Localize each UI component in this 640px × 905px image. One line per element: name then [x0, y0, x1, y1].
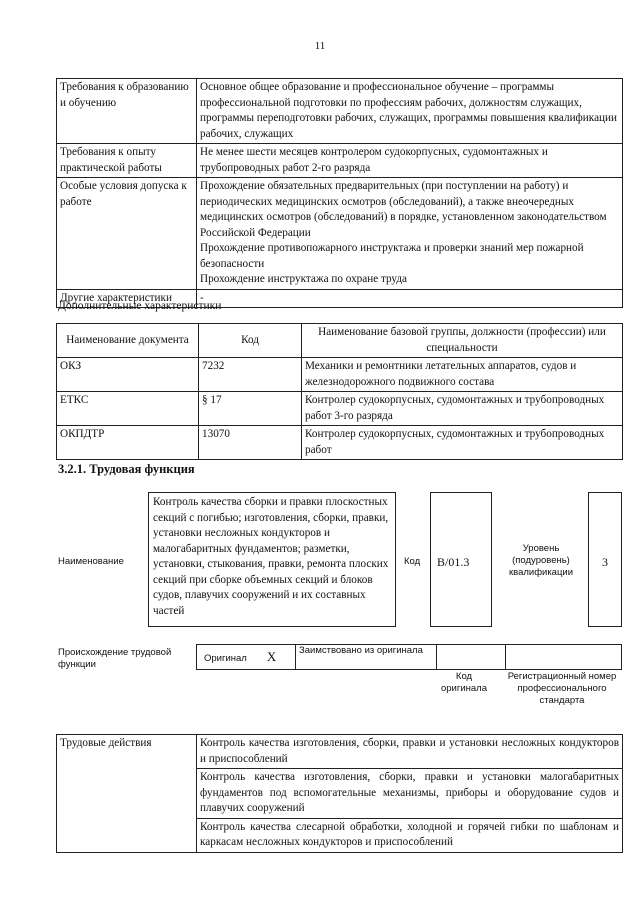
- requirements-table: [56, 78, 623, 308]
- origin-original-cell: [197, 645, 296, 670]
- qualification-level-label: Уровень (подуровень) квалификации: [508, 543, 574, 578]
- actions-table: [56, 734, 623, 853]
- qualification-level-box: 3: [588, 492, 622, 627]
- action-item: Контроль качества изготовления, сборки, правки и установки несложных кондукторов и приспособлений: [197, 735, 623, 769]
- additional-table: [56, 323, 623, 460]
- column-header-document: Наименование документа: [57, 324, 199, 358]
- req-value-conditions: [197, 178, 623, 290]
- cell-code: § 17: [199, 392, 302, 426]
- req-label-education: Требования к образованию и обучению: [57, 79, 197, 144]
- req-value-other: [197, 289, 623, 308]
- function-code-box: B/01.3: [430, 492, 492, 627]
- actions-label: Трудовые действия: [57, 735, 197, 853]
- req-label-conditions: Особые условия допуска к работе: [57, 178, 197, 290]
- section-title: 3.2.1. Трудовая функция: [58, 462, 195, 476]
- origin-table: [196, 644, 622, 670]
- page-number: 11: [314, 40, 326, 52]
- req-value-line: -: [200, 291, 204, 304]
- column-header-code: Код: [199, 324, 302, 358]
- table-header-row: [57, 324, 623, 358]
- table-row: [57, 426, 623, 460]
- code-original-cell: [437, 645, 506, 670]
- function-code-label: Код: [404, 556, 421, 567]
- req-label-experience: Требования к опыту практической работы: [57, 144, 197, 178]
- req-value-line: Прохождение обязательных предварительных (при поступлении на работу) и периодических медицинских осмотров (обследований), а также внеочередных медицинских осмотров (обследований) в порядке, установленном законодательством Российской Федерации: [200, 180, 607, 239]
- cell-doc: ОКПДТР: [57, 426, 199, 460]
- req-value-experience: [197, 144, 623, 178]
- original-label: Оригинал: [204, 652, 247, 664]
- req-label-other: Другие характеристики: [57, 289, 197, 308]
- function-name-box: Контроль качества сборки и правки плоскостных секций с погибью; изготовления, сборки, правки, установки несложных кондукторов и малогабаритных фундаментов; разметки, установки, стыкования, правки, ремонта плоских секций при сборке объемных секций и блоков судов, плавучих сооружений и их составных частей: [148, 492, 396, 627]
- cell-doc: ОКЗ: [57, 358, 199, 392]
- reg-number-label: Регистрационный номер профессионального стандарта: [507, 671, 617, 706]
- cell-doc: ЕТКС: [57, 392, 199, 426]
- table-row: [57, 358, 623, 392]
- original-mark: X: [266, 648, 277, 664]
- table-row: [57, 144, 623, 178]
- req-value-line: Основное общее образование и профессиональное обучение – программы профессиональной подготовки по профессиям рабочих, должностям служащих, программы переподготовки рабочих, служащих, программы повышения квалификации рабочих, служащих: [200, 81, 617, 140]
- borrowed-label: Заимствовано из оригинала: [296, 645, 437, 670]
- table-row: [57, 178, 623, 290]
- table-row: [57, 735, 623, 769]
- cell-code: 13070: [199, 426, 302, 460]
- cell-group: Механики и ремонтники летательных аппаратов, судов и железнодорожного подвижного состава: [302, 358, 623, 392]
- function-name-label: Наименование: [58, 556, 124, 567]
- cell-code: 7232: [199, 358, 302, 392]
- req-value-education: [197, 79, 623, 144]
- action-item: Контроль качества слесарной обработки, холодной и горячей гибки по шаблонам и каркасам несложных кондукторов и приспособлений: [197, 818, 623, 852]
- table-row: [57, 79, 623, 144]
- table-row: [57, 392, 623, 426]
- cell-group: Контролер судокорпусных, судомонтажных и трубопроводных работ 3-го разряда: [302, 392, 623, 426]
- origin-label: Происхождение трудовой функции: [58, 647, 172, 670]
- table-row: [197, 645, 622, 670]
- action-item: Контроль качества изготовления, сборки, правки и установки малогабаритных фундаментов под вспомогательные механизмы, приборы и оборудование судов и плавучих сооружений: [197, 769, 623, 819]
- code-original-label: Код оригинала: [440, 671, 487, 694]
- cell-group: Контролер судокорпусных, судомонтажных и трубопроводных работ: [302, 426, 623, 460]
- reg-number-cell: [506, 645, 622, 670]
- req-value-line: Не менее шести месяцев контролером судокорпусных, судомонтажных и трубопроводных работ 2-го разряда: [200, 146, 548, 174]
- req-value-line: Прохождение противопожарного инструктажа и проверки знаний мер пожарной безопасности: [200, 242, 584, 270]
- req-value-line: Прохождение инструктажа по охране труда: [200, 273, 407, 285]
- column-header-group: Наименование базовой группы, должности (профессии) или специальности: [302, 324, 623, 358]
- additional-title: Дополнительные характеристики: [58, 300, 222, 312]
